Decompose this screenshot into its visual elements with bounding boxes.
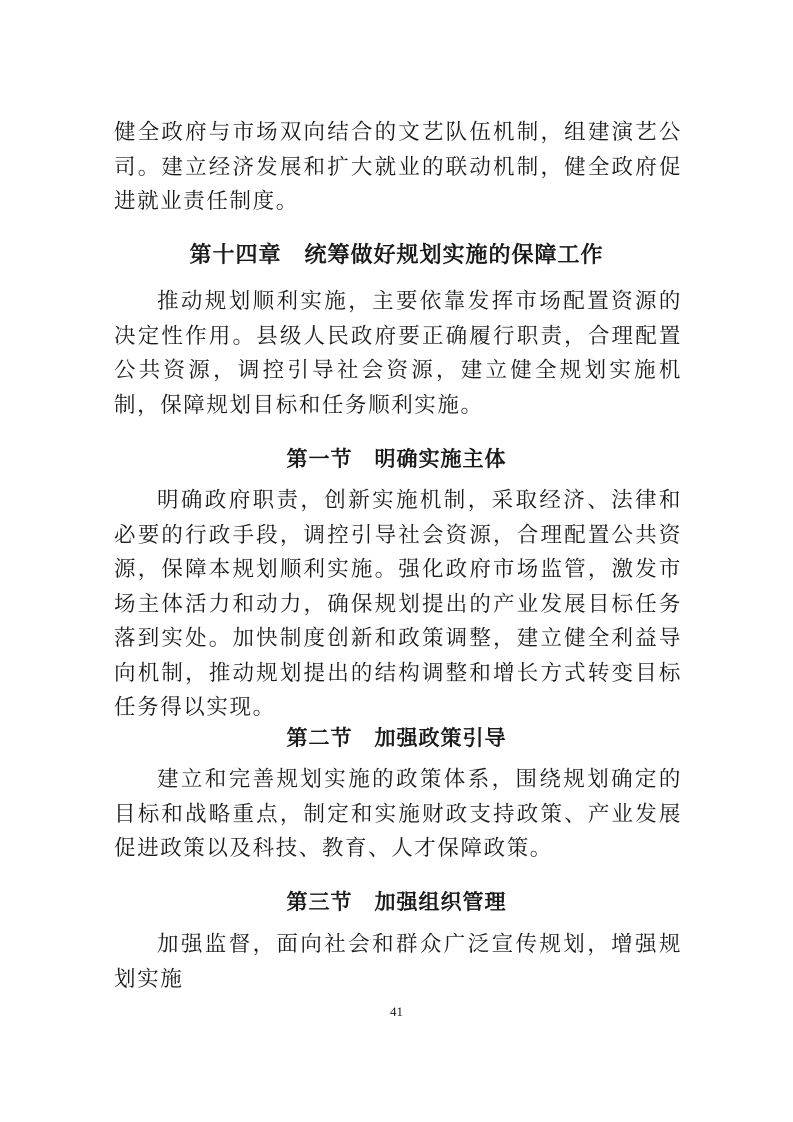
section-heading-2: 第二节 加强政策引导 <box>286 725 507 750</box>
body-paragraph: 明确政府职责，创新实施机制，采取经济、法律和必要的行政手段，调控引导社会资源，合理配置公共资源，保障本规划顺利实施。强化政府市场监管，激发市场主体活力和动力，确保规划提出的产业发展目标任务落到实处。加快制度创新和政策调整，建立健全利益导向机制，推动规划提出的结构调整和增长方式转变目标任务得以实现。 <box>114 488 682 720</box>
section-heading-3: 第三节 加强组织管理 <box>286 889 507 914</box>
page-number: 41 <box>390 1004 403 1019</box>
section-heading-1: 第一节 明确实施主体 <box>286 446 507 471</box>
body-paragraph-continued: 健全政府与市场双向结合的文艺队伍机制，组建演艺公司。建立经济发展和扩大就业的联动机制，健全政府促进就业责任制度。 <box>114 120 682 214</box>
body-paragraph: 加强监督，面向社会和群众广泛宣传规划，增强规划实施 <box>114 932 682 992</box>
chapter-heading: 第十四章 统筹做好规划实施的保障工作 <box>189 243 604 268</box>
body-paragraph: 建立和完善规划实施的政策体系，围绕规划确定的目标和战略重点，制定和实施财政支持政策、产业发展促进政策以及科技、教育、人才保障政策。 <box>114 767 682 861</box>
body-paragraph: 推动规划顺利实施，主要依靠发挥市场配置资源的决定性作用。县级人民政府要正确履行职责，合理配置公共资源，调控引导社会资源，建立健全规划实施机制，保障规划目标和任务顺利实施。 <box>114 289 682 418</box>
